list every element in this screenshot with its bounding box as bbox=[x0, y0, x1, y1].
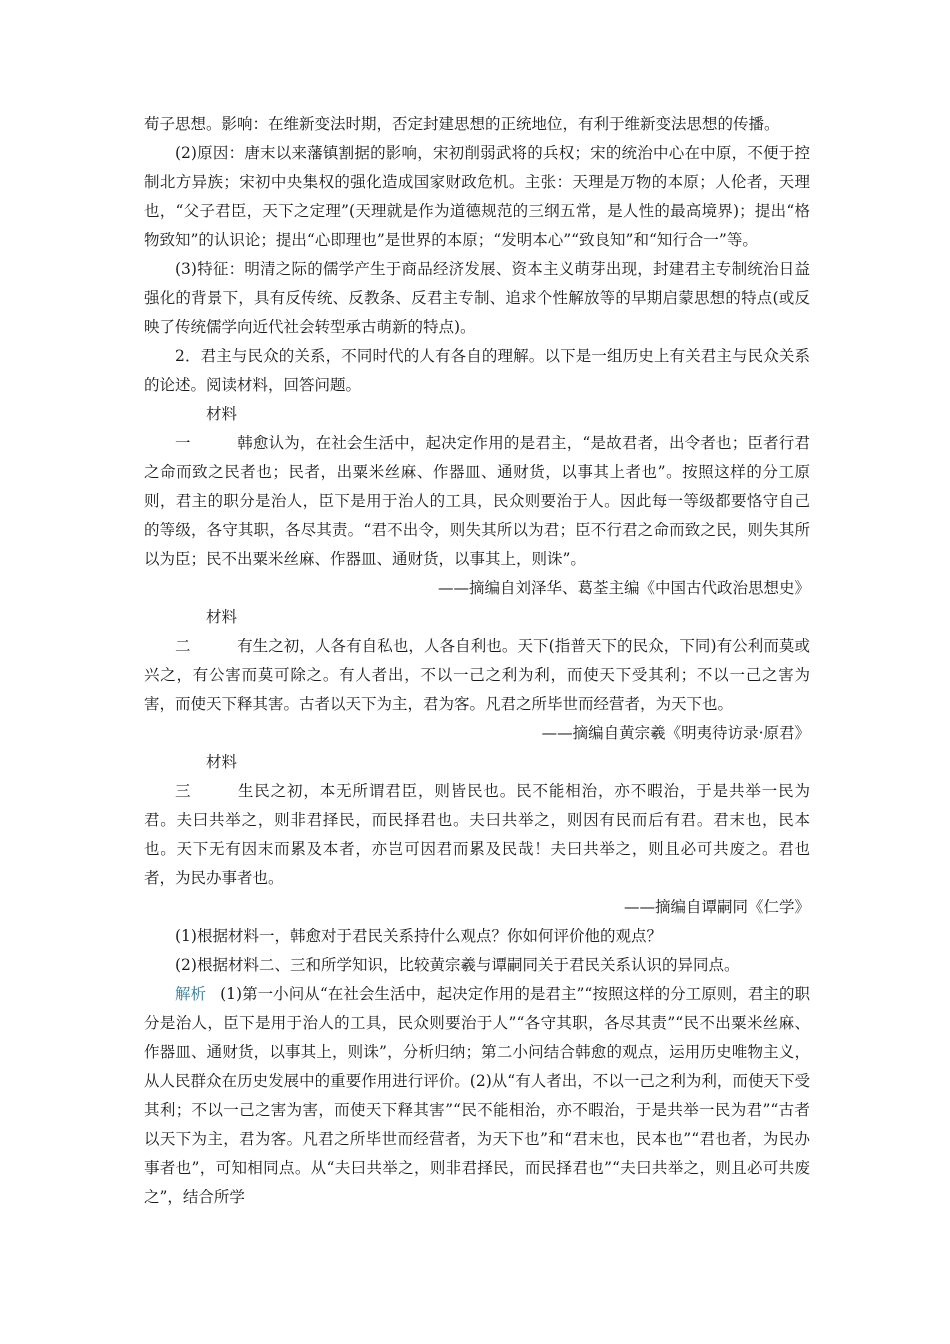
paragraph-reason: (2)原因：唐末以来藩镇割据的影响，宋初削弱武将的兵权；宋的统治中心在中原，不便于控制北方异族；宋初中央集权的强化造成国家财政危机。主张：天理是万物的本原；人伦者，天理也，“父子君臣，天下之定理”(天理就是作为道德规范的三纲五常，是人性的最高境界)；提出“格物致知”的认识论；提出“心即理也”是世界的本原；“发明本心”“致良知”和“知行合一”等。 bbox=[144, 144, 810, 249]
material-2 bbox=[144, 603, 810, 719]
material-3-source: ——摘编自谭嗣同《仁学》 bbox=[623, 898, 810, 916]
question-2-intro: 2．君主与民众的关系，不同时代的人有各自的理解。以下是一组历史上有关君主与民众关系的论述。阅读材料，回答问题。 bbox=[144, 347, 810, 394]
material-3-label: 材料三 bbox=[175, 753, 238, 800]
material-1-source: ——摘编自刘泽华、葛荃主编《中国古代政治思想史》 bbox=[437, 579, 810, 597]
paragraph-xunzi: 荀子思想。影响：在维新变法时期，否定封建思想的正统地位，有利于维新变法思想的传播。 bbox=[144, 115, 780, 133]
analysis-label: 解析 bbox=[175, 985, 207, 1003]
material-2-source: ——摘编自黄宗羲《明夷待访录·原君》 bbox=[541, 724, 810, 742]
material-2-text: 有生之初，人各有自私也，人各自利也。天下(指普天下的民众，下同)有公利而莫或兴之，有公害而莫可除之。有人者出，不以一己之利为利，而使天下受其利；不以一己之害为害，而使天下释其害。古者以天下为主，君为客。凡君之所毕世而经营者，为天下也。 bbox=[144, 637, 810, 713]
material-2-label: 材料二 bbox=[175, 608, 238, 655]
question-2-1: (1)根据材料一，韩愈对于君民关系持什么观点？你如何评价他的观点？ bbox=[175, 927, 662, 945]
analysis bbox=[144, 980, 810, 1212]
material-3-text: 生民之初，本无所谓君臣，则皆民也。民不能相治，亦不暇治，于是共举一民为君。夫曰共举之，则非君择民，而民择君也。夫曰共举之，则因有民而后有君。君末也，民本也。天下无有因末而累及本者，亦岂可因君而累及民哉！夫曰共举之，则且必可共废之。君也者，为民办事者也。 bbox=[144, 782, 810, 887]
material-1 bbox=[144, 400, 810, 574]
document-page bbox=[144, 110, 810, 1212]
question-2-2: (2)根据材料二、三和所学知识，比较黄宗羲与谭嗣同关于君民关系认识的异同点。 bbox=[175, 956, 740, 974]
material-1-text: 韩愈认为，在社会生活中，起决定作用的是君主，“是故君者，出令者也；臣者行君之命而致之民者也；民者，出粟米丝麻、作器皿、通财货，以事其上者也”。按照这样的分工原则，君主的职分是治人，臣下是用于治人的工具，民众则要治于人。因此每一等级都要恪守自己的等级，各守其职，各尽其责。“君不出令，则失其所以为君；臣不行君之命而致之民，则失其所以为臣；民不出粟米丝麻、作器皿、通财货，以事其上，则诛”。 bbox=[144, 434, 810, 568]
paragraph-feature: (3)特征：明清之际的儒学产生于商品经济发展、资本主义萌芽出现，封建君主专制统治日益强化的背景下，具有反传统、反教条、反君主专制、追求个性解放等的早期启蒙思想的特点(或反映了传统儒学向近代社会转型承古萌新的特点)。 bbox=[144, 260, 810, 336]
material-1-label: 材料一 bbox=[175, 405, 238, 452]
material-3 bbox=[144, 748, 810, 893]
analysis-text: (1)第一小问从“在社会生活中，起决定作用的是君主”“按照这样的分工原则，君主的职分是治人，臣下是用于治人的工具，民众则要治于人”“各守其职，各尽其责”“民不出粟米丝麻、作器皿、通财货，以事其上，则诛”，分析归纳；第二小问结合韩愈的观点，运用历史唯物主义，从人民群众在历史发展中的重要作用进行评价。(2)从“有人者出，不以一己之利为利，而使天下受其利；不以一己之害为害，而使天下释其害”“民不能相治，亦不暇治，于是共举一民为君”“古者以天下为主，君为客。凡君之所毕世而经营者，为天下也”和“君末也，民本也”“君也者，为民办事者也”，可知相同点。从“夫曰共举之，则非君择民，而民择君也”“夫曰共举之，则且必可共废之”，结合所学 bbox=[144, 985, 810, 1206]
